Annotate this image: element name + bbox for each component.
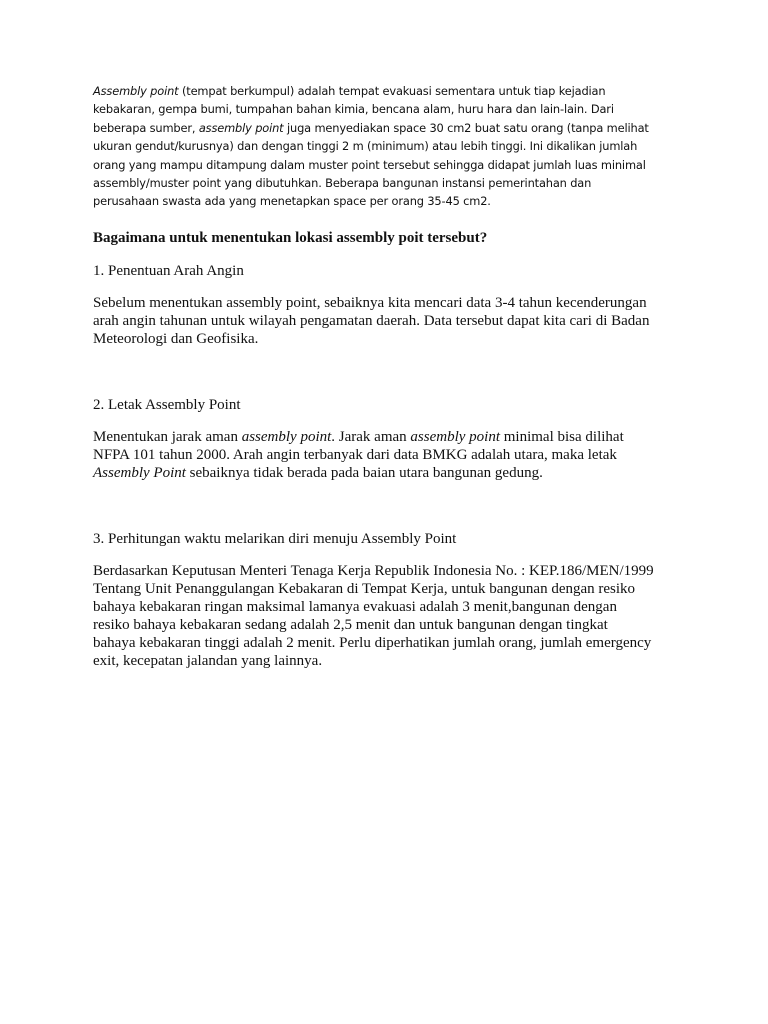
paragraph-line: Berdasarkan Keputusan Menteri Tenaga Kerja Republik Indonesia No. : KEP.186/MEN/1999 xyxy=(93,563,654,579)
intro-line xyxy=(93,119,678,137)
paragraph-line: Tentang Unit Penanggulangan Kebakaran di Tempat Kerja, untuk bangunan dengan resiko xyxy=(93,581,636,597)
paragraph-line xyxy=(93,428,683,446)
section2-paragraph xyxy=(93,428,683,482)
section-heading-text: 2. Letak Assembly Point xyxy=(93,397,241,413)
paragraph-line: resiko bahaya kebakaran sedang adalah 2,5 menit dan untuk bangunan dengan tingkat xyxy=(93,617,608,633)
question-text: Bagaimana untuk menentukan lokasi assembly poit tersebut? xyxy=(93,230,488,246)
paragraph-line: arah angin tahunan untuk wilayah pengamatan daerah. Data tersebut dapat kita cari di Badan xyxy=(93,313,650,329)
intro-term: Assembly point xyxy=(93,84,179,98)
section1-paragraph xyxy=(93,294,683,348)
intro-line: kebakaran, gempa bumi, tumpahan bahan kimia, bencana alam, huru hara dan lain-lain. Dari xyxy=(93,102,614,117)
paragraph-term: Assembly Point xyxy=(93,465,186,481)
section-heading-text: 3. Perhitungan waktu melarikan diri menuju Assembly Point xyxy=(93,531,457,547)
paragraph-line: NFPA 101 tahun 2000. Arah angin terbanyak dari data BMKG adalah utara, maka letak xyxy=(93,447,617,463)
paragraph-line: Sebelum menentukan assembly point, sebaiknya kita mencari data 3-4 tahun kecenderungan xyxy=(93,295,647,311)
intro-line: ukuran gendut/kurusnya) dan dengan tinggi 2 m (minimum) atau lebih tinggi. Ini dikalikan jumlah xyxy=(93,139,638,154)
intro-line: assembly/muster point yang dibutuhkan. Beberapa bangunan instansi pemerintahan dan xyxy=(93,176,592,191)
section-heading-text: 1. Penentuan Arah Angin xyxy=(93,263,244,279)
intro-line: orang yang mampu ditampung dalam muster point tersebut sehingga didapat jumlah luas minimal xyxy=(93,157,646,172)
paragraph-term: assembly point xyxy=(410,429,500,445)
intro-line xyxy=(93,82,678,100)
paragraph-line: bahaya kebakaran tinggi adalah 2 menit. Perlu diperhatikan jumlah orang, jumlah emergency xyxy=(93,635,652,651)
intro-text: (tempat berkumpul) adalah tempat evakuasi sementara untuk tiap kejadian xyxy=(178,84,606,98)
paragraph-text: Menentukan jarak aman xyxy=(93,429,242,445)
intro-text: juga menyediakan space 30 cm2 buat satu orang (tanpa melihat xyxy=(283,120,649,135)
paragraph-line: bahaya kebakaran ringan maksimal lamanya evakuasi adalah 3 menit,bangunan dengan xyxy=(93,599,617,615)
paragraph-term: assembly point xyxy=(241,429,332,445)
paragraph-text: minimal bisa dilihat xyxy=(500,429,624,445)
intro-line: perusahaan swasta ada yang menetapkan space per orang 35-45 cm2. xyxy=(93,194,491,209)
question-heading xyxy=(93,229,683,247)
intro-term: assembly point xyxy=(198,120,284,135)
intro-text: beberapa sumber, xyxy=(93,120,199,135)
paragraph-line: Meteorologi dan Geofisika. xyxy=(93,331,259,347)
section3-paragraph xyxy=(93,562,683,670)
section1-heading xyxy=(93,262,683,280)
paragraph-line: exit, kecepatan jalandan yang lainnya. xyxy=(93,653,323,669)
paragraph-text: . Jarak aman xyxy=(331,429,411,445)
intro-paragraph xyxy=(93,82,678,211)
section3-heading xyxy=(93,530,683,548)
paragraph-text: sebaiknya tidak berada pada baian utara bangunan gedung. xyxy=(185,465,543,481)
section2-heading xyxy=(93,396,683,414)
paragraph-line xyxy=(93,464,683,482)
